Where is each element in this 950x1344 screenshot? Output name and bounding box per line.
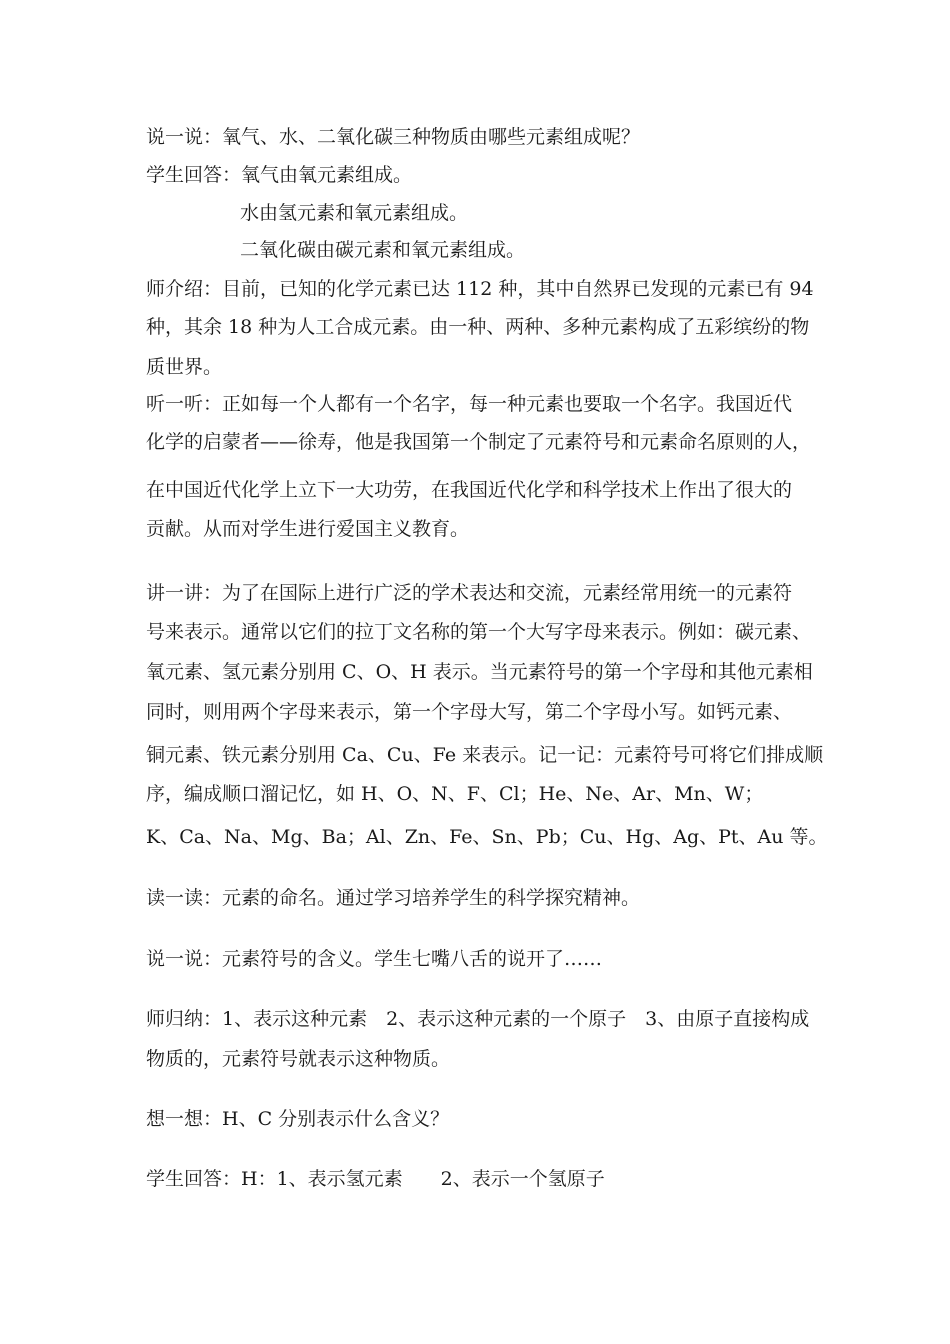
text-line: 师介绍：目前，已知的化学元素已达 112 种，其中自然界已发现的元素已有 94 xyxy=(146,278,814,300)
text-line: 铜元素、铁元素分别用 Ca、Cu、Fe 来表示。记一记：元素符号可将它们排成顺 xyxy=(146,744,824,766)
text-line: 水由氢元素和氧元素组成。 xyxy=(240,202,469,224)
text-line: 学生回答：H：1、表示氢元素 2、表示一个氢原子 xyxy=(146,1168,605,1190)
text-line: 贡献。从而对学生进行爱国主义教育。 xyxy=(146,518,470,540)
text-line: 号来表示。通常以它们的拉丁文名称的第一个大写字母来表示。例如：碳元素、 xyxy=(146,621,812,643)
text-line: 讲一讲：为了在国际上进行广泛的学术表达和交流，元素经常用统一的元素符 xyxy=(146,582,793,604)
text-line: 听一听：正如每一个人都有一个名字，每一种元素也要取一个名字。我国近代 xyxy=(146,393,793,415)
text-line: 氧元素、氢元素分别用 C、O、H 表示。当元素符号的第一个字母和其他元素相 xyxy=(146,661,813,683)
text-line: 想一想：H、C 分别表示什么含义？ xyxy=(146,1108,450,1130)
text-line: 同时，则用两个字母来表示，第一个字母大写，第二个字母小写。如钙元素、 xyxy=(146,701,793,723)
text-line: 师归纳：1、表示这种元素 2、表示这种元素的一个原子 3、由原子直接构成 xyxy=(146,1008,810,1030)
text-line: 读一读：元素的命名。通过学习培养学生的科学探究精神。 xyxy=(146,887,641,909)
text-line: 种，其余 18 种为人工合成元素。由一种、两种、多种元素构成了五彩缤纷的物 xyxy=(146,316,810,338)
text-line: 化学的启蒙者——徐寿，他是我国第一个制定了元素符号和元素命名原则的人， xyxy=(146,431,812,453)
text-line: 在中国近代化学上立下一大功劳，在我国近代化学和科学技术上作出了很大的 xyxy=(146,479,793,501)
text-line: 说一说：氧气、水、二氧化碳三种物质由哪些元素组成呢？ xyxy=(146,126,641,148)
text-line: 物质的，元素符号就表示这种物质。 xyxy=(146,1048,451,1070)
text-line: 序，编成顺口溜记忆，如 H、O、N、F、Cl；He、Ne、Ar、Mn、W； xyxy=(146,783,764,805)
text-line: 二氧化碳由碳元素和氧元素组成。 xyxy=(240,239,526,261)
text-line: 说一说：元素符号的含义。学生七嘴八舌的说开了…… xyxy=(146,948,603,970)
text-line: K、Ca、Na、Mg、Ba；Al、Zn、Fe、Sn、Pb；Cu、Hg、Ag、Pt、Au 等。 xyxy=(146,826,828,848)
text-line: 学生回答：氧气由氧元素组成。 xyxy=(146,164,413,186)
text-line: 质世界。 xyxy=(146,356,223,378)
